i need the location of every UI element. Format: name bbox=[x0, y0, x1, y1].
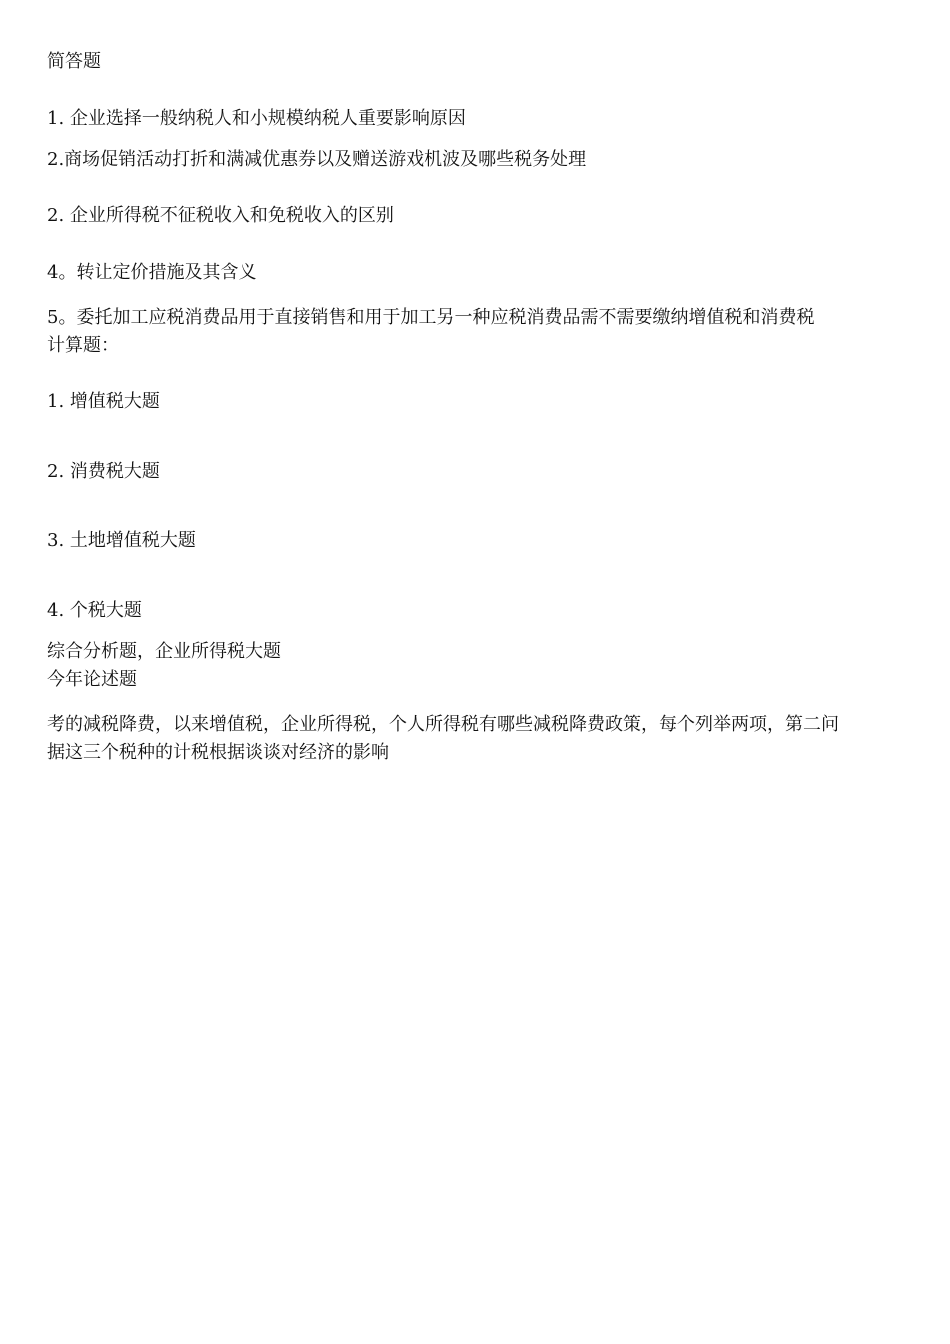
essay-line-2: 据这三个税种的计税根据谈谈对经济的影响 bbox=[47, 742, 389, 763]
calc-item-1: 1. 增值税大题 bbox=[47, 391, 160, 412]
calc-item-2: 2. 消费税大题 bbox=[47, 461, 160, 482]
short-answer-item-1: 1. 企业选择一般纳税人和小规模纳税人重要影响原因 bbox=[47, 108, 466, 129]
essay-line-1: 考的减税降费，以来增值税，企业所得税，个人所得税有哪些减税降费政策，每个列举两项，第二问 bbox=[47, 714, 839, 735]
essay-heading: 今年论述题 bbox=[47, 669, 137, 690]
calc-heading: 计算题： bbox=[47, 335, 119, 356]
short-answer-item-3: 2. 企业所得税不征税收入和免税收入的区别 bbox=[47, 205, 394, 226]
short-answer-item-5: 5。委托加工应税消费品用于直接销售和用于加工另一种应税消费品需不需要缴纳增值税和消费税 bbox=[47, 307, 815, 328]
short-answer-item-4: 4。转让定价措施及其含义 bbox=[47, 262, 257, 283]
short-answer-heading: 简答题 bbox=[47, 51, 101, 72]
calc-item-3: 3. 土地增值税大题 bbox=[47, 530, 196, 551]
short-answer-item-2: 2.商场促销活动打折和满减优惠券以及赠送游戏机波及哪些税务处理 bbox=[47, 149, 587, 170]
calc-item-4: 4. 个税大题 bbox=[47, 600, 142, 621]
analysis-heading: 综合分析题，企业所得税大题 bbox=[47, 641, 281, 662]
